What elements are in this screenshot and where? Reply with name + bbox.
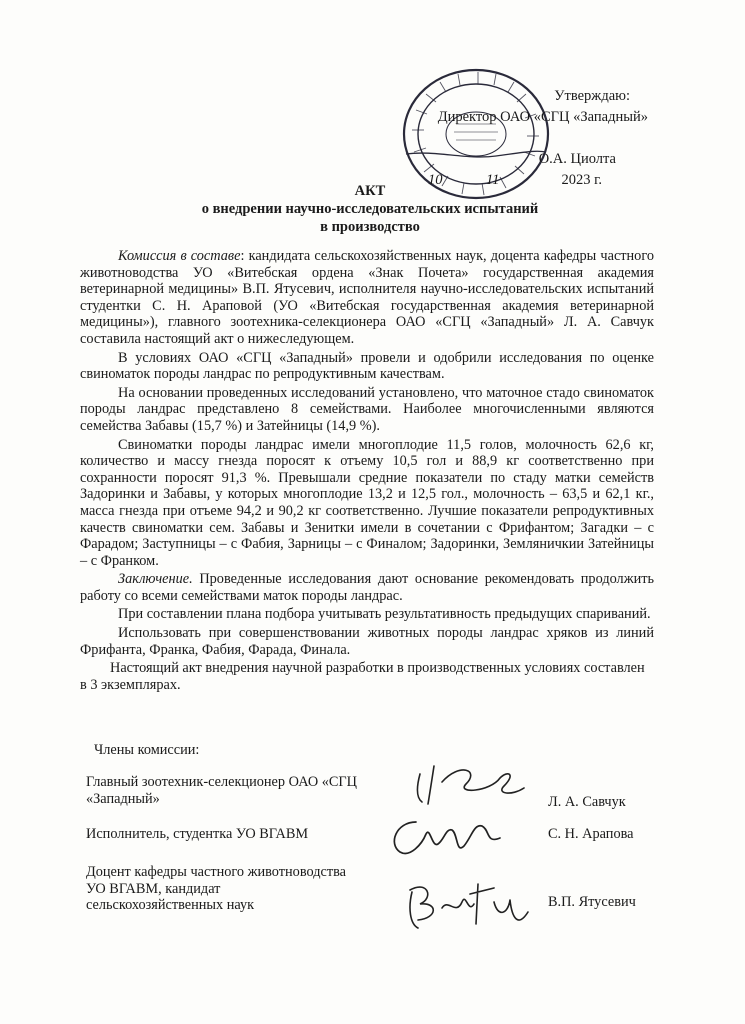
signature-arapova (382, 804, 512, 864)
approval-label: Утверждаю: (554, 88, 630, 104)
conclusion-text: Проведенные исследования дают основание рекомендовать продолжить работу со всеми семействами маток породы ландрас. (80, 571, 654, 604)
paragraph-conclusion (80, 571, 654, 604)
paragraph-findings: На основании проведенных исследований установлено, что маточное стадо свиноматок породы ландрас представлено 8 семействами. Наиболее многочисленными являются семейства Забавы (15,7 %) и Затейницы (14,9 %). (80, 384, 654, 434)
paragraph-results: Свиноматки породы ландрас имели многоплодие 11,5 голов, молочность 62,6 кг, количество и массу гнезда поросят к отъему 10,5 гол и 88,9 кг соответственно при сохранности поросят 91,3 %. Превышали средние показатели по стаду матки семейств Задоринки и Забавы, у которых многоплодие 13,2 и 12,5 гол., молочность – 63,5 и 62,1 кг., масса гнезда при отъеме 94,2 и 90,2 кг соответственно. Лучшие показатели репродуктивных качеств свиноматки сем. Забавы и Зенитки имели в сочетании с Фрифантом; Загадки – с Фарадом; Заступницы – с Фабия, Зарницы – с Финалом; Задоринки, Земляничкии Затейницы – с Франком. (80, 436, 654, 569)
document-title (80, 182, 660, 236)
signature-row-2 (86, 826, 646, 846)
paragraph-commission (80, 248, 654, 348)
approval-name: О.А. Циолта (538, 151, 616, 167)
approval-date-year: 2023 г. (561, 172, 602, 188)
signature-savchuk (400, 752, 530, 812)
conclusion-lead: Заключение. (118, 571, 193, 588)
paragraph-lines: Использовать при совершенствовании животных породы ландрас хряков из линий Фрифанта, Франка, Фабия, Фарада, Финала. (80, 625, 654, 658)
signature-role: Исполнитель, студентка УО ВГАВМ (86, 826, 309, 842)
signature-yatusevich (398, 868, 538, 938)
title-line-2: о внедрении научно-исследовательских испытаний (201, 201, 539, 217)
approval-date-day: 10 (428, 172, 443, 188)
title-line-3: в производство (320, 219, 420, 235)
approval-block (418, 86, 648, 191)
document-body (80, 248, 654, 695)
commission-lead: Комиссия в составе (118, 248, 241, 264)
paragraph-conditions: В условиях ОАО «СГЦ «Западный» провели и одобрили исследования по оценке свиноматок породы ландрас по репродуктивным качествам. (80, 349, 654, 383)
approval-position: Директор ОАО «СГЦ «Западный» (437, 109, 648, 125)
signature-name: Л. А. Савчук (548, 794, 626, 810)
title-line-1: АКТ (354, 183, 386, 199)
signature-name: С. Н. Арапова (548, 826, 634, 842)
commission-text: : кандидата сельскохозяйственных наук, доцента кафедры частного животноводства УО «Витебская ордена «Знак Почета» государственная академия ветеринарной медицины» В.П. Ятусевич, исполнителя научно-исследовательских испытаний студентки С. Н. Араповой (УО «Витебская государственная академия ветеринарной медицины»), главного зоотехника-селекционера ОАО «СГЦ «Западный» Л. А. Савчук составила настоящий акт о нижеследующем. (80, 248, 654, 347)
approval-date-month: 11 (486, 172, 500, 188)
signature-role: Главный зоотехник-селекционер ОАО «СГЦ «Западный» (86, 774, 357, 807)
signature-row-1 (86, 774, 646, 814)
signature-role: Доцент кафедры частного животноводства УО ВГАВМ, кандидат сельскохозяйственных наук (86, 864, 346, 914)
paragraph-copies: Настоящий акт внедрения научной разработки в производственных условиях составлен в 3 экземплярах. (80, 660, 645, 693)
signature-name: В.П. Ятусевич (548, 894, 636, 910)
signatures-heading: Члены комиссии: (94, 742, 200, 758)
paragraph-planning: При составлении плана подбора учитывать результативность предыдущих спариваний. (118, 606, 651, 623)
signature-row-3 (86, 864, 646, 916)
